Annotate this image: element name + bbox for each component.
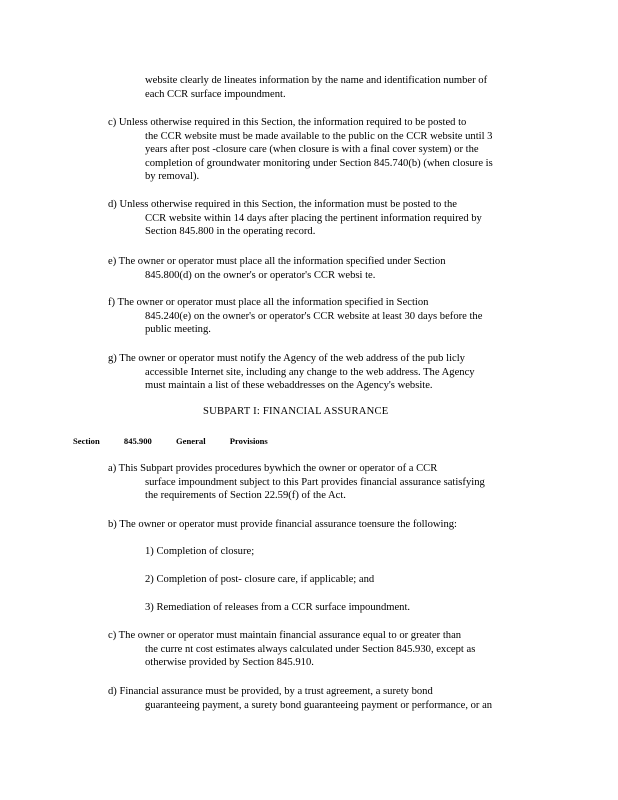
text-line: each CCR surface impoundment. <box>145 88 286 100</box>
paragraph-c <box>108 116 542 184</box>
text-line: surface impoundment subject to this Part provides financial assurance satisfying <box>145 476 485 488</box>
paragraph-d <box>108 198 542 239</box>
text-line: website clearly de lineates information by the name and identification number of <box>145 75 488 86</box>
text-line: completion of groundwater monitoring under Section 845.740(b) (when closure is <box>145 157 493 169</box>
section-title-word: General <box>175 436 206 446</box>
paragraph-b-845900 <box>108 518 542 532</box>
text-line: Section 845.800 in the operating record. <box>145 226 316 238</box>
list-item: 2) Completion of post- closure care, if applicable; and <box>145 574 375 585</box>
text-line: d) Financial assurance must be provided, by a trust agreement, a surety bond <box>108 686 433 697</box>
text-line: must maintain a list of these webaddresses on the Agency's website. <box>145 380 433 392</box>
text-line: CCR website within 14 days after placing the pertinent information required by <box>145 212 482 224</box>
text-line: 845.800(d) on the owner's or operator's CCR websi te. <box>145 269 376 281</box>
text-line: otherwise provided by Section 845.910. <box>145 657 314 669</box>
text-line: the CCR website must be made available to the public on the CCR website until 3 <box>145 130 493 142</box>
text-line: guaranteeing payment, a surety bond guaranteeing payment or performance, or an <box>145 699 493 711</box>
subpart-heading: SUBPART I: FINANCIAL ASSURANCE <box>203 406 389 417</box>
text-line: by removal). <box>145 171 200 183</box>
text-line: e) The owner or operator must place all the information specified under Section <box>108 256 446 267</box>
paragraph-e <box>108 255 542 282</box>
text-line: public meeting. <box>145 324 211 336</box>
paragraph-a-845900 <box>108 462 542 503</box>
text-line: b) The owner or operator must provide financial assurance toensure the following: <box>108 519 457 530</box>
section-heading <box>73 436 290 446</box>
text-line: 845.240(e) on the owner's or operator's CCR website at least 30 days before the <box>145 310 483 322</box>
text-line: c) The owner or operator must maintain financial assurance equal to or greater than <box>108 630 462 641</box>
text-line: f) The owner or operator must place all the information specified in Section <box>108 297 429 308</box>
section-title-word: Provisions <box>229 436 268 446</box>
paragraph-g <box>108 352 542 393</box>
text-line: years after post -closure care (when closure is with a final cover system) or the <box>145 144 479 156</box>
text-line: a) This Subpart provides procedures bywhich the owner or operator of a CCR <box>108 463 438 474</box>
continued-paragraph <box>108 74 542 101</box>
text-line: d) Unless otherwise required in this Section, the information must be posted to the <box>108 199 457 210</box>
section-label: Section <box>73 436 100 446</box>
section-number: 845.900 <box>123 436 152 446</box>
text-line: accessible Internet site, including any change to the web address. The Agency <box>145 366 475 378</box>
paragraph-c-845900 <box>108 629 542 670</box>
list-item: 1) Completion of closure; <box>145 546 255 557</box>
text-line: the requirements of Section 22.59(f) of the Act. <box>145 490 346 502</box>
text-line: g) The owner or operator must notify the Agency of the web address of the pub licly <box>108 353 465 364</box>
text-line: the curre nt cost estimates always calculated under Section 845.930, except as <box>145 643 476 655</box>
paragraph-f <box>108 296 542 337</box>
text-line: c) Unless otherwise required in this Section, the information required to be posted to <box>108 117 467 128</box>
paragraph-d-845900 <box>108 685 542 712</box>
list-item: 3) Remediation of releases from a CCR surface impoundment. <box>145 602 411 613</box>
